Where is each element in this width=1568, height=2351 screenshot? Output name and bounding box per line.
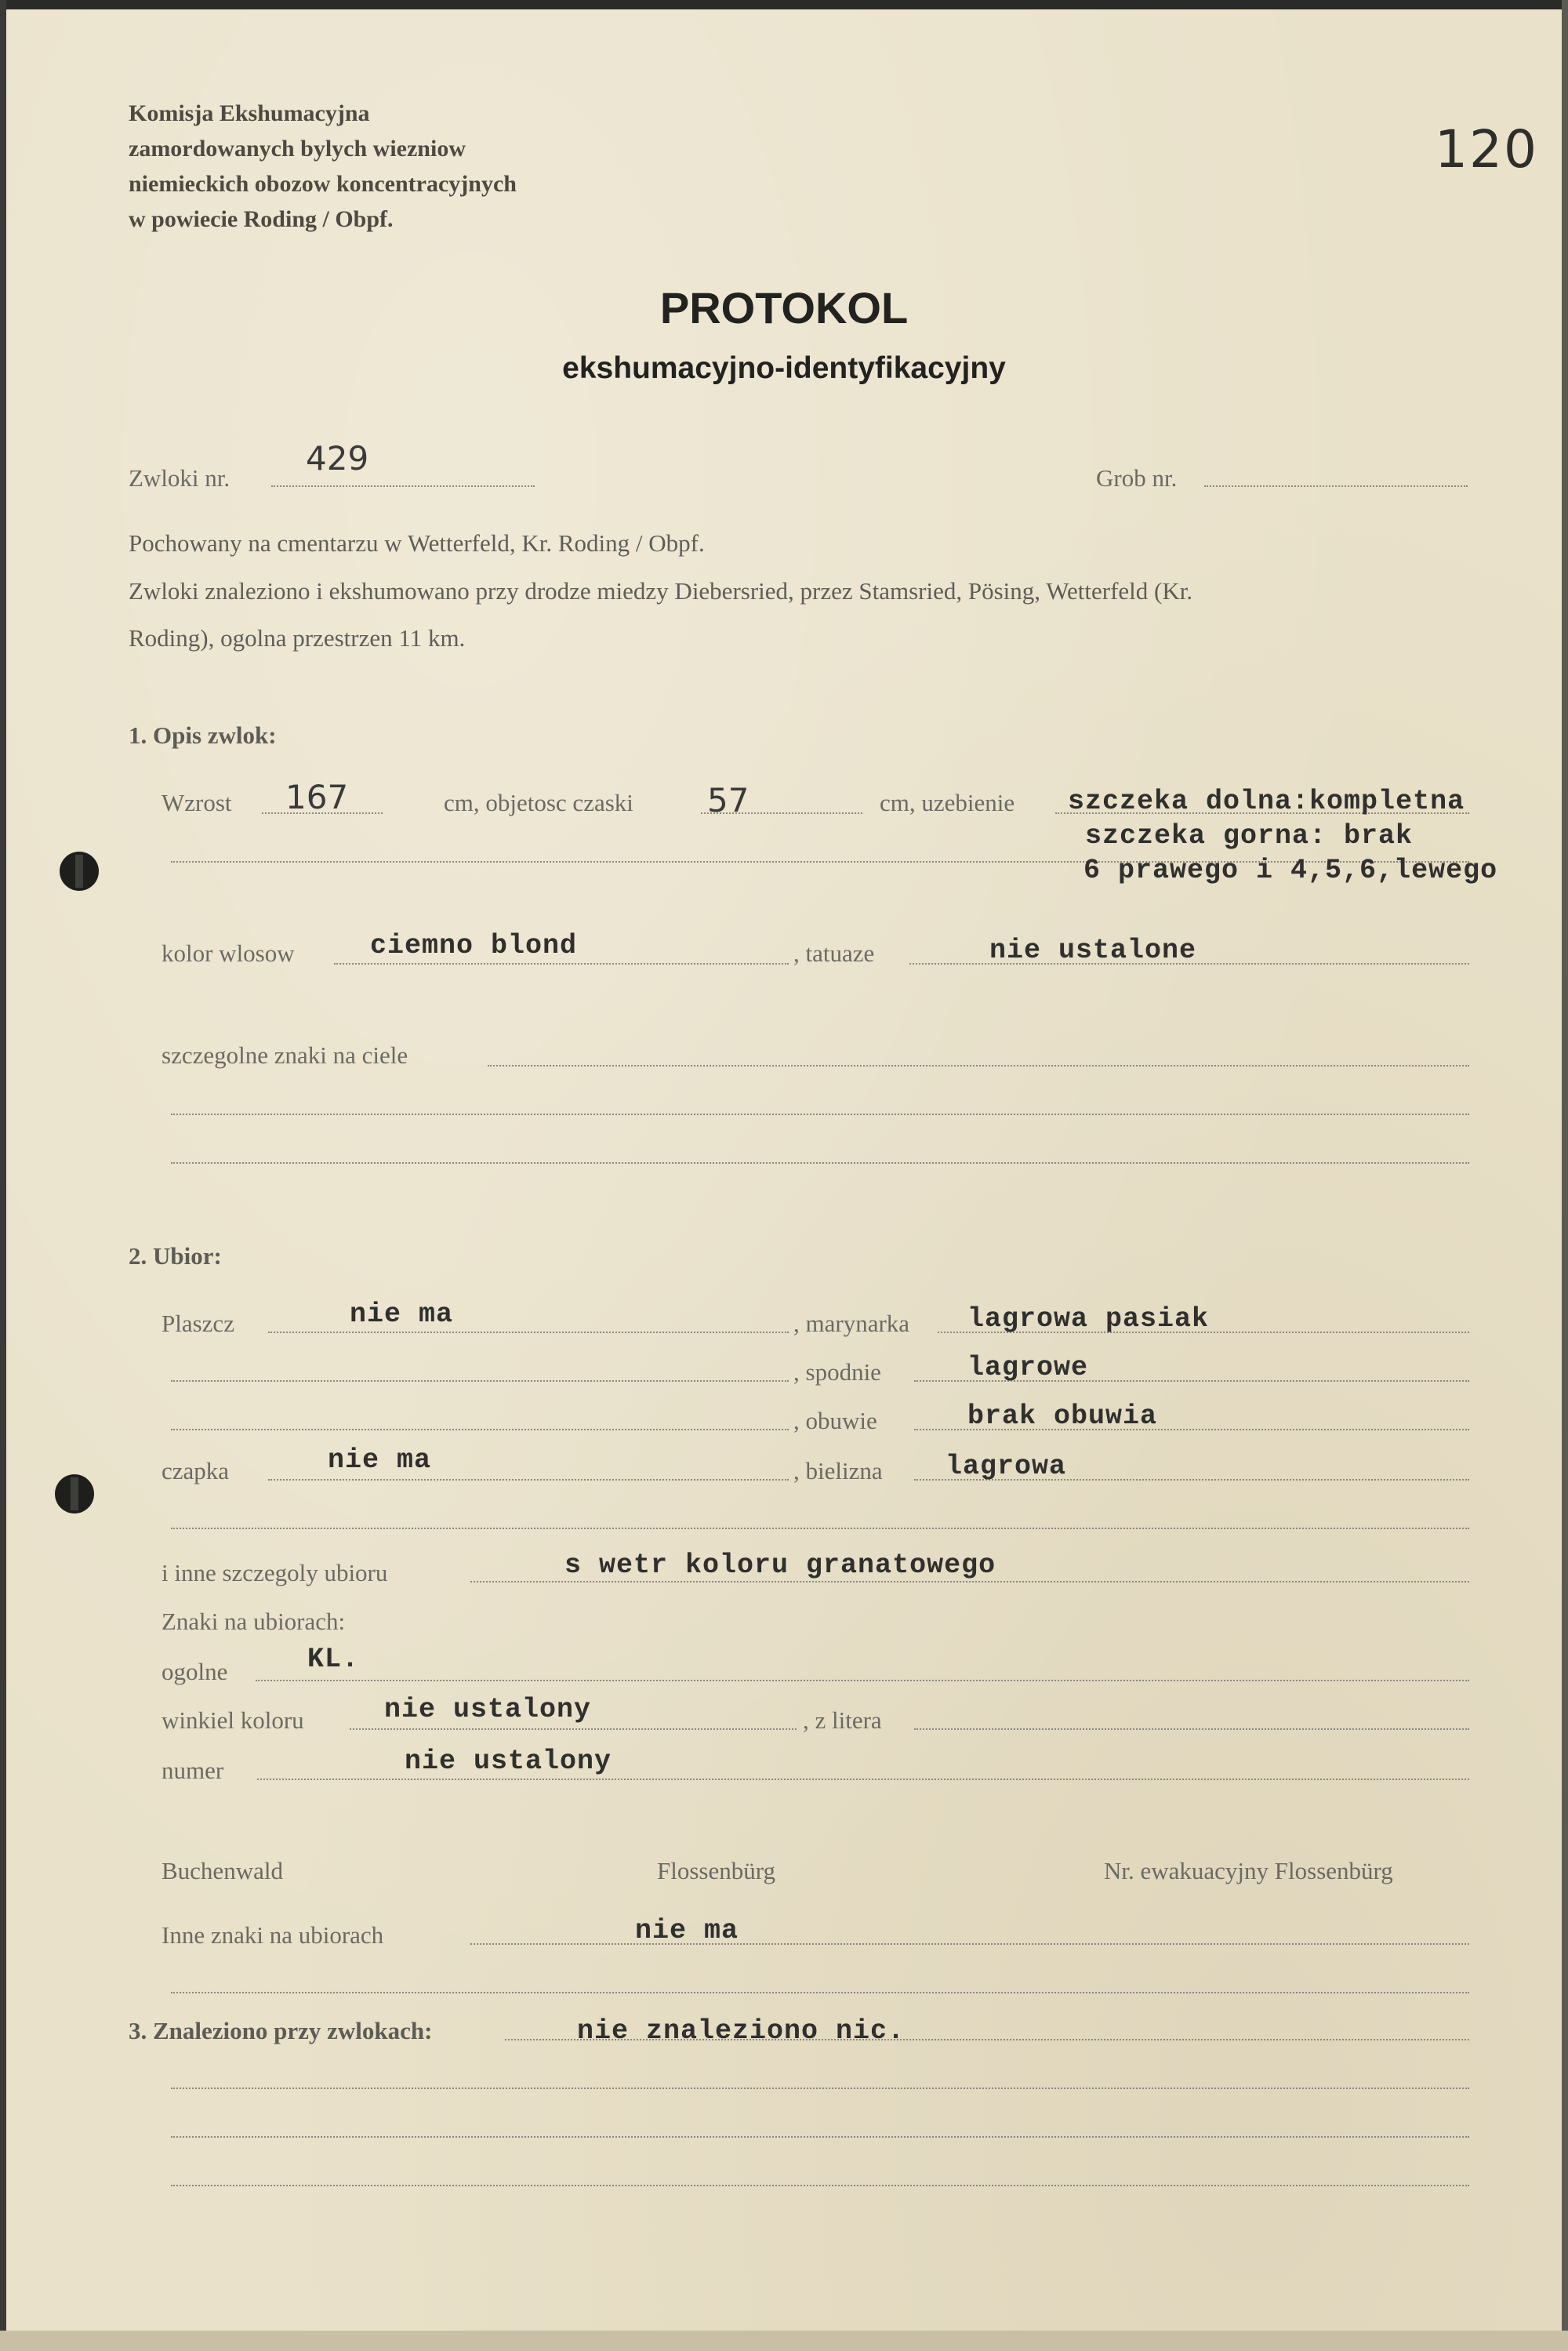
plaszcz-label: Plaszcz: [162, 1310, 234, 1337]
intro-line-1: Pochowany na cmentarzu w Wetterfeld, Kr. Roding / Obpf.: [129, 529, 705, 557]
zwloki-field-line: [271, 485, 535, 487]
czapka-label: czapka: [162, 1457, 230, 1484]
spodnie-value: lagrowe: [967, 1352, 1089, 1383]
bielizna-label: , bielizna: [793, 1457, 883, 1484]
spodnie-left-line: [171, 1380, 789, 1382]
winkiel-field-line: [350, 1728, 797, 1730]
litera-field-line: [914, 1728, 1469, 1730]
marynarka-value: lagrowa pasiak: [967, 1303, 1210, 1335]
znaleziono-field-line-3: [171, 2136, 1469, 2138]
obuwie-value: brak obuwia: [967, 1401, 1158, 1432]
ogolne-label: ogolne: [162, 1658, 228, 1685]
ogolne-value: KL.: [307, 1644, 360, 1675]
bielizna-field-line-2: [171, 1528, 1469, 1529]
tatuaze-value: nie ustalone: [989, 935, 1197, 966]
znaki-na-ubiorach-label: Znaki na ubiorach:: [162, 1608, 346, 1635]
institution-line-2: zamordowanych bylych wiezniow: [129, 136, 466, 162]
szczegolne-znaki-label: szczegolne znaki na ciele: [162, 1041, 408, 1069]
flossenburg-label: Flossenbürg: [657, 1857, 776, 1884]
winkiel-value: nie ustalony: [384, 1694, 592, 1725]
institution-line-4: w powiecie Roding / Obpf.: [129, 206, 394, 232]
uzebienie-label: cm, uzebienie: [880, 789, 1015, 816]
page-number: 120: [1435, 119, 1538, 180]
intro-line-3: Roding), ogolna przestrzen 11 km.: [129, 624, 466, 652]
inne-znaki-value: nie ma: [635, 1915, 739, 1946]
objetosc-label: cm, objetosc czaski: [444, 789, 633, 816]
inne-field-line: [470, 1581, 1469, 1582]
litera-label: , z litera: [803, 1706, 882, 1734]
wzrost-label: Wzrost: [162, 789, 232, 816]
znaleziono-field-line-4: [171, 2185, 1469, 2186]
numer-value: nie ustalony: [405, 1746, 612, 1777]
institution-line-1: Komisja Ekshumacyjna: [129, 100, 370, 126]
institution-line-3: niemieckich obozow koncentracyjnych: [129, 171, 517, 197]
czapka-value: nie ma: [328, 1444, 432, 1476]
uzebienie-line-1: szczeka dolna:kompletna: [1068, 786, 1465, 817]
intro-line-2: Zwloki znaleziono i ekshumowano przy drodze miedzy Diebersried, przez Stamsried, Pösing, Wetterfeld (Kr.: [129, 577, 1193, 605]
plaszcz-field-line: [268, 1332, 789, 1333]
numer-field-line: [257, 1779, 1469, 1780]
winkiel-label: winkiel koloru: [162, 1706, 304, 1734]
znaleziono-field-line-2: [171, 2088, 1469, 2089]
zwloki-label: Zwloki nr.: [129, 464, 230, 492]
bielizna-value: lagrowa: [946, 1451, 1067, 1482]
spodnie-label: , spodnie: [793, 1358, 881, 1386]
punch-hole-icon: [55, 1474, 94, 1513]
czaski-value: 57: [707, 781, 750, 819]
section-1-heading: 1. Opis zwlok:: [129, 721, 277, 749]
inne-szczegoly-value: s wetr koloru granatowego: [564, 1550, 996, 1581]
punch-hole-icon: [60, 852, 99, 891]
kolor-wlosow-label: kolor wlosow: [162, 939, 295, 967]
tatuaze-label: , tatuaze: [793, 939, 875, 967]
inne-szczegoly-label: i inne szczegoly ubioru: [162, 1559, 388, 1586]
document-title: PROTOKOL: [659, 283, 909, 332]
uzebienie-line-2: szczeka gorna: brak: [1085, 820, 1414, 852]
znaki-field-line-2: [171, 1114, 1469, 1115]
nr-ewakuacyjny-label: Nr. ewakuacyjny Flossenbürg: [1104, 1857, 1393, 1884]
obuwie-label: , obuwie: [793, 1407, 877, 1434]
plaszcz-value: nie ma: [350, 1299, 454, 1330]
scan-bottom-border: [0, 2331, 1568, 2351]
czapka-field-line: [268, 1479, 789, 1481]
scan-top-border: [0, 0, 1568, 9]
section-2-heading: 2. Ubior:: [129, 1242, 222, 1270]
znaki-field-line-3: [171, 1162, 1469, 1164]
ogolne-field-line: [256, 1680, 1469, 1681]
document-subtitle: ekshumacyjno-identyfikacyjny: [562, 351, 1006, 385]
inne-znaki-field-line: [470, 1943, 1469, 1945]
uzebienie-line-3: 6 prawego i 4,5,6,lewego: [1083, 855, 1498, 886]
wzrost-value: 167: [285, 778, 349, 816]
zwloki-number: 429: [306, 439, 369, 478]
grob-label: Grob nr.: [1096, 464, 1178, 492]
kolor-field-line: [334, 963, 789, 965]
znaki-field-line: [488, 1065, 1469, 1066]
section-3-heading: 3. Znaleziono przy zwlokach:: [129, 2017, 433, 2044]
inne-znaki-field-line-2: [171, 1992, 1469, 1993]
numer-label: numer: [162, 1757, 224, 1784]
buchenwald-label: Buchenwald: [162, 1857, 283, 1884]
grob-field-line: [1204, 485, 1468, 487]
marynarka-label: , marynarka: [793, 1310, 910, 1337]
znaleziono-value: nie znaleziono nic.: [577, 2015, 906, 2047]
kolor-wlosow-value: ciemno blond: [370, 930, 578, 961]
obuwie-left-line: [171, 1429, 789, 1430]
inne-znaki-label: Inne znaki na ubiorach: [162, 1921, 384, 1949]
